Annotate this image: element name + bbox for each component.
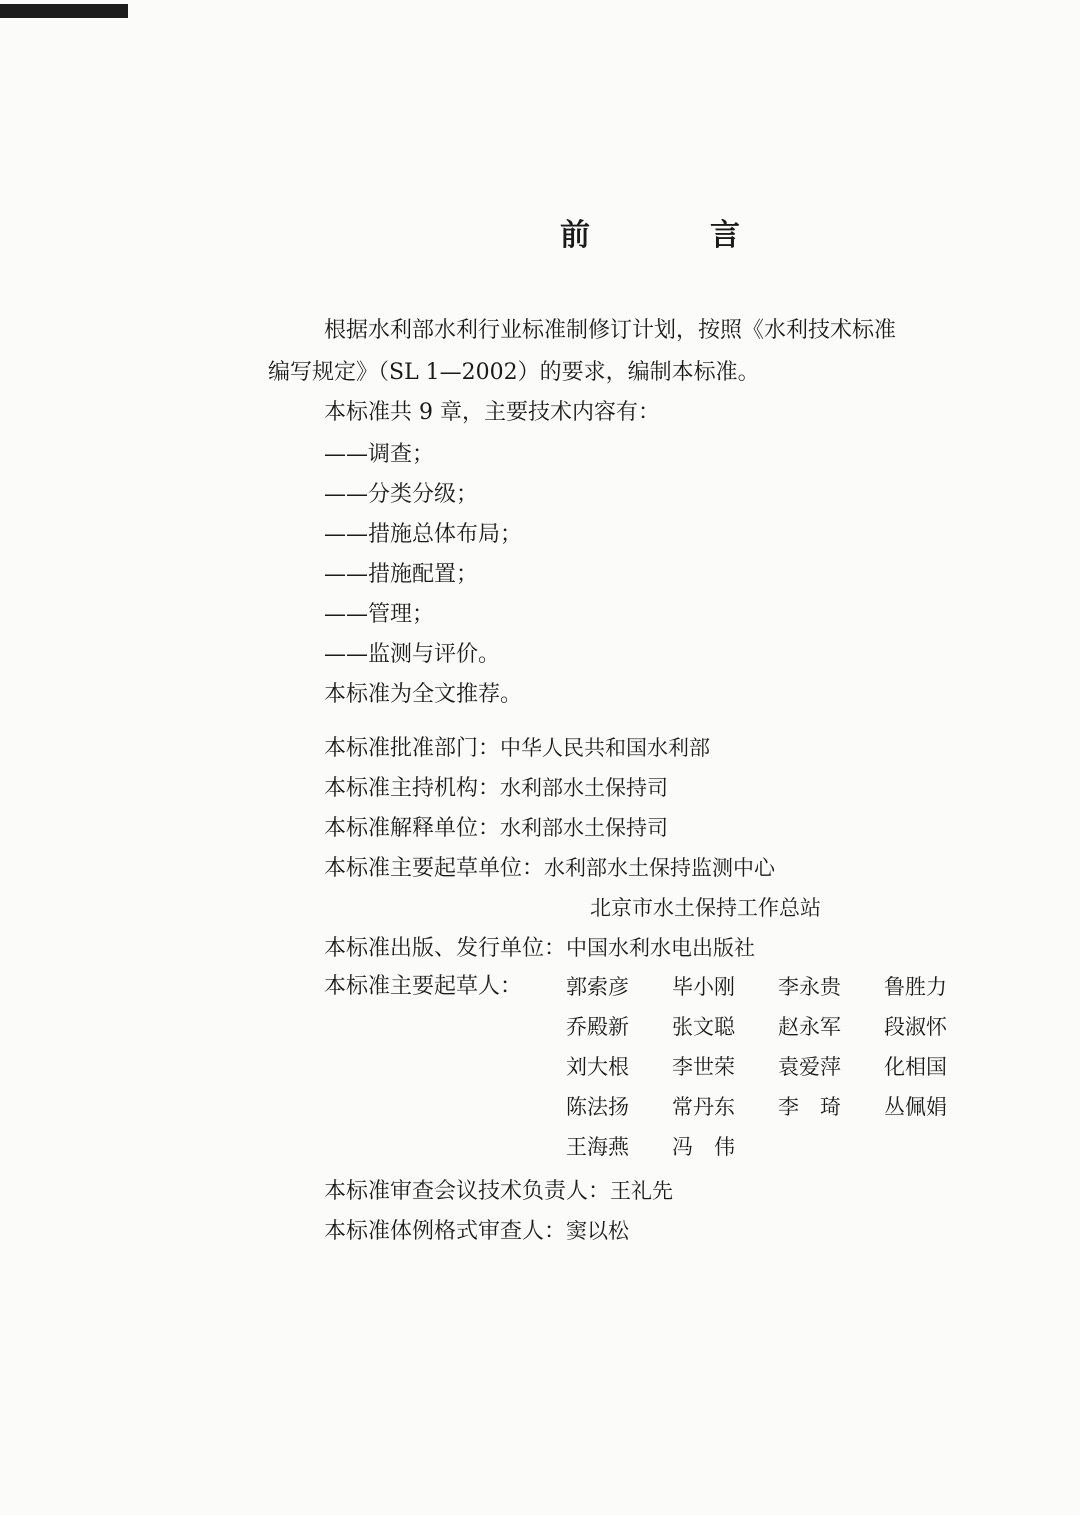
content-item: ——监测与评价。: [324, 642, 501, 667]
page-title: [560, 210, 740, 254]
chapters-line: 本标准共 9 章，主要技术内容有：: [324, 400, 660, 425]
drafter-name: 赵永军: [778, 1015, 841, 1039]
host-row: [324, 773, 668, 804]
format-label: 本标准体例格式审查人：: [324, 1219, 567, 1244]
content-item: ——调查；: [324, 442, 435, 467]
content-item: ——措施配置；: [324, 562, 479, 587]
approval-row: [324, 733, 710, 764]
approval-value: 中华人民共和国水利部: [500, 736, 711, 760]
publisher-row: [324, 933, 755, 964]
drafter-name: 乔殿新: [566, 1015, 629, 1039]
drafter-name: 李 琦: [778, 1095, 841, 1119]
drafter-name: 李世荣: [672, 1055, 735, 1079]
interpret-value: 水利部水土保持司: [500, 816, 669, 840]
drafter-name: 陈法扬: [566, 1095, 629, 1119]
content-item: ——管理；: [324, 602, 435, 627]
drafter-name: 李永贵: [778, 975, 841, 999]
drafter-name: 毕小刚: [672, 975, 735, 999]
drafter-name: 鲁胜力: [884, 975, 947, 999]
page-title-char-1: 前: [560, 218, 590, 253]
drafting-unit-value: 水利部水土保持监测中心: [544, 856, 776, 880]
intro-line-1: 根据水利部水利行业标准制修订计划，按照《水利技术标准: [324, 318, 897, 343]
interpret-label: 本标准解释单位：: [324, 816, 501, 841]
drafter-name: 袁爱萍: [778, 1055, 841, 1079]
host-value: 水利部水土保持司: [500, 776, 669, 800]
drafter-name: 常丹东: [672, 1095, 735, 1119]
review-label: 本标准审查会议技术负责人：: [324, 1179, 611, 1204]
drafters-label-row: [324, 972, 522, 1002]
drafter-name: 王海燕: [566, 1135, 629, 1159]
drafter-name: 冯 伟: [672, 1135, 735, 1159]
page-title-char-2: 言: [710, 218, 740, 253]
approval-label: 本标准批准部门：: [324, 736, 501, 761]
content-item: ——措施总体布局；: [324, 522, 523, 547]
drafters-list: [566, 972, 964, 1162]
interpret-row: [324, 813, 668, 844]
drafter-name: 丛佩娟: [884, 1095, 947, 1119]
drafter-name: 化相国: [884, 1055, 947, 1079]
drafter-name: 郭索彦: [566, 975, 629, 999]
intro-line-2: 编写规定》（SL 1—2002）的要求，编制本标准。: [268, 360, 760, 385]
review-value: 王礼先: [610, 1179, 674, 1203]
scan-artifact-bar: [0, 4, 128, 18]
drafter-name: 段淑怀: [884, 1015, 947, 1039]
drafting-unit-value-2: 北京市水土保持工作总站: [590, 896, 821, 920]
drafting-unit-label: 本标准主要起草单位：: [324, 856, 545, 881]
drafter-name: 张文聪: [672, 1015, 735, 1039]
drafters-label: 本标准主要起草人：: [324, 974, 523, 999]
content-item: ——分类分级；: [324, 482, 479, 507]
drafting-unit-row: [324, 853, 775, 884]
publisher-value: 中国水利水电出版社: [566, 936, 756, 960]
format-value: 窦以松: [566, 1219, 630, 1243]
review-row: [324, 1176, 673, 1207]
format-row: [324, 1216, 629, 1247]
recommend-line: 本标准为全文推荐。: [324, 682, 523, 707]
drafter-name: 刘大根: [566, 1055, 629, 1079]
host-label: 本标准主持机构：: [324, 776, 501, 801]
publisher-label: 本标准出版、发行单位：: [324, 936, 567, 961]
